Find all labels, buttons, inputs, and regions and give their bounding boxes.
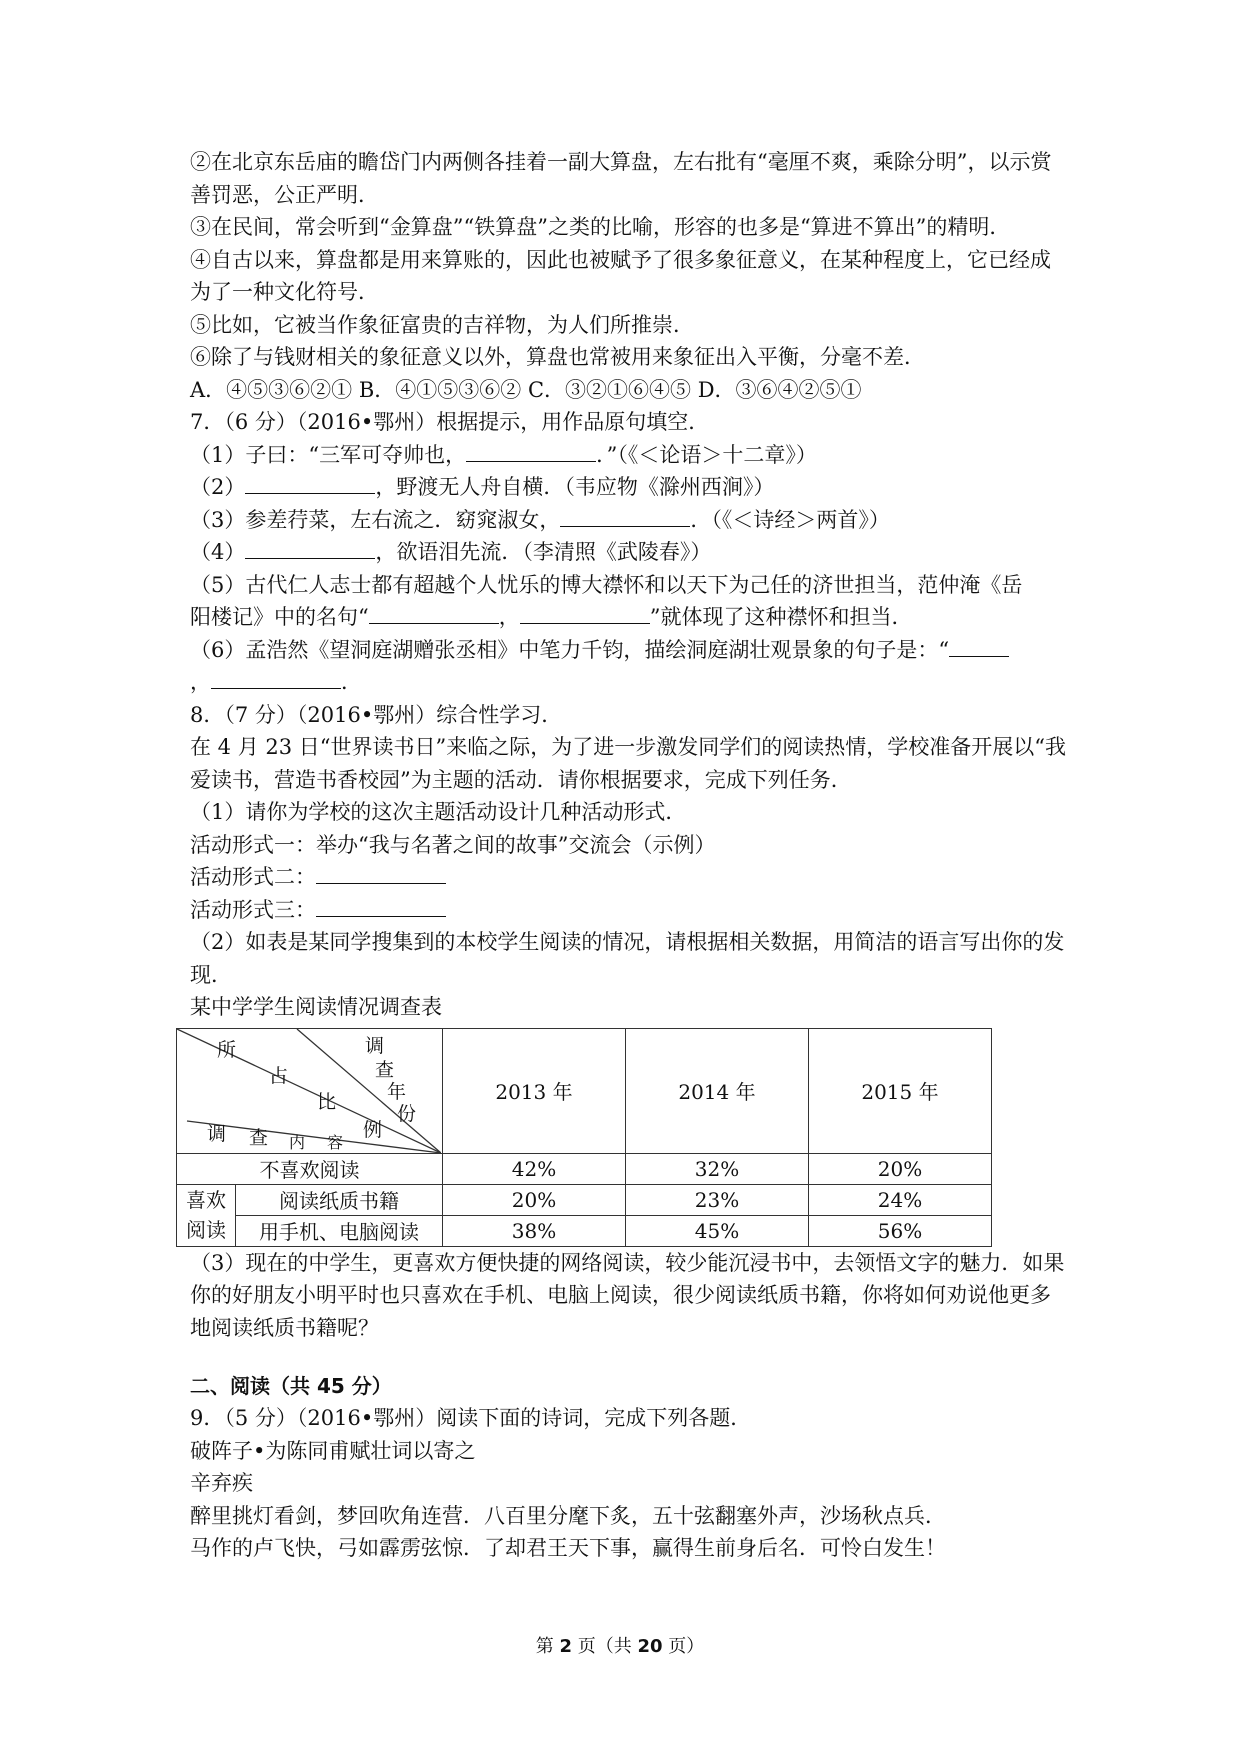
year-header: 2014 年: [626, 1028, 809, 1153]
diag-label: 内: [289, 1132, 306, 1152]
q7-item-5a: （5）古代仁人志士都有超越个人忧乐的博大襟怀和以天下为己任的济世担当，范仲淹《岳: [190, 572, 1023, 597]
q7-item-1: [190, 439, 1070, 472]
q7-item-1-suffix: ．”（《＜论语＞十二章》）: [596, 442, 817, 467]
document-page: [186, 146, 1070, 1565]
poem-author: 辛弃疾: [190, 1471, 253, 1495]
survey-table: [176, 1028, 992, 1247]
diag-label: 查: [375, 1058, 395, 1081]
row-label: 阅读纸质书籍: [236, 1184, 443, 1215]
diag-label: 所: [217, 1038, 237, 1061]
q6-item-2: ②在北京东岳庙的瞻岱门内两侧各挂着一副大算盘，左右批有“毫厘不爽，乘除分明”，以示赏善罚恶，公正严明．: [190, 150, 1052, 207]
q8-part-3: （3）现在的中学生，更喜欢方便快捷的网络阅读，较少能沉浸书中，去领悟文字的魅力．如果你的好朋友小明平时也只喜欢在手机、电脑上阅读，很少阅读纸质书籍，你将如何劝说他更多地阅读纸质书籍呢？: [190, 1250, 1065, 1340]
q7-item-4: [190, 536, 1070, 569]
table-row: [177, 1184, 992, 1215]
table-cell: 32%: [626, 1153, 809, 1184]
q6-item-4: ④自古以来，算盘都是用来算账的，因此也被赋予了很多象征意义，在某种程度上，它已经成为了一种文化符号．: [190, 247, 1051, 304]
q6-options: A．④⑤③⑥②① B．④①⑤③⑥② C．③②①⑥④⑤ D．③⑥④②⑤①: [190, 377, 862, 402]
answer-blank[interactable]: [369, 601, 499, 624]
poem-line: 醉里挑灯看剑，梦回吹角连营．八百里分麾下炙，五十弦翻塞外声，沙场秋点兵．: [190, 1503, 946, 1528]
footer-text: 第: [535, 1636, 560, 1657]
year-header: 2015 年: [809, 1028, 992, 1153]
q8-form-1: 活动形式一：举办“我与名著之间的故事”交流会（示例）: [190, 832, 716, 857]
page-number: 2: [559, 1636, 572, 1657]
table-row: [177, 1215, 992, 1246]
q7-item-6a: [190, 634, 1070, 667]
table-cell: 56%: [809, 1215, 992, 1246]
diag-label: 比: [317, 1090, 337, 1113]
q8-heading: 8．（7 分）（2016•鄂州）综合性学习．: [190, 702, 563, 727]
q6-item-3: ③在民间，常会听到“金算盘”“铁算盘”之类的比喻，形容的也多是“算进不算出”的精明．: [190, 215, 1011, 239]
q7-item-6b: [190, 666, 1070, 699]
q7-item-3-suffix: ．（《＜诗经＞两首》）: [690, 507, 890, 532]
table-header-row: [177, 1028, 992, 1153]
answer-blank[interactable]: [520, 601, 650, 624]
table-cell: 45%: [626, 1215, 809, 1246]
year-header: 2013 年: [443, 1028, 626, 1153]
answer-blank[interactable]: [316, 861, 446, 884]
section-title: 二、阅读（共 45 分）: [190, 1374, 392, 1398]
diag-label: 年: [387, 1080, 407, 1103]
diag-label: 查: [249, 1126, 269, 1149]
poem-line: 马作的卢飞快，弓如霹雳弦惊．了却君王天下事，赢得生前身后名．可怜白发生！: [190, 1536, 946, 1560]
total-pages: 20: [637, 1636, 663, 1657]
q7-item-2-suffix: ，野渡无人舟自横．（韦应物《滁州西涧》）: [375, 475, 775, 499]
q7-item-6-comma: ，: [190, 670, 211, 694]
q6-item-6: ⑥除了与钱财相关的象征意义以外，算盘也常被用来象征出入平衡，分毫不差．: [190, 345, 925, 369]
table-cell: 20%: [443, 1184, 626, 1215]
diag-label: 占: [269, 1064, 289, 1087]
row-label: 不喜欢阅读: [177, 1153, 443, 1184]
q7-item-5-prefix: 阳楼记》中的名句“: [190, 605, 369, 629]
q7-item-5-suffix: ”就体现了这种襟怀和担当．: [649, 605, 913, 629]
q7-heading: 7．（6 分）（2016•鄂州）根据提示，用作品原句填空．: [190, 410, 710, 434]
q7-item-4-prefix: （4）: [190, 540, 246, 564]
table-row: [177, 1153, 992, 1184]
q7-item-1-prefix: （1）子曰：“三军可夺帅也，: [190, 442, 467, 467]
answer-blank[interactable]: [245, 536, 375, 559]
q7-item-2-prefix: （2）: [190, 475, 246, 499]
q7-item-3: [190, 504, 1070, 537]
table-cell: 20%: [809, 1153, 992, 1184]
q7-item-2: [190, 471, 1070, 504]
q8-form-2: [190, 861, 1070, 894]
answer-blank[interactable]: [466, 439, 596, 462]
q7-item-6-suffix: ．: [341, 670, 362, 694]
table-cell: 38%: [443, 1215, 626, 1246]
q8-part-1: （1）请你为学校的这次主题活动设计几种活动形式．: [190, 800, 687, 824]
footer-text: 页）: [662, 1636, 705, 1657]
q9-heading: 9．（5 分）（2016•鄂州）阅读下面的诗词，完成下列各题．: [190, 1406, 752, 1430]
q6-item-5: ⑤比如，它被当作象征富贵的吉祥物，为人们所推崇．: [190, 312, 694, 337]
answer-blank[interactable]: [949, 634, 1009, 657]
q8-form-3-label: 活动形式三：: [190, 897, 316, 922]
group-label-line: 喜欢: [186, 1188, 226, 1212]
diag-label: 容: [327, 1132, 344, 1152]
row-label: 用手机、电脑阅读: [236, 1215, 443, 1246]
group-label-line: 阅读: [186, 1218, 226, 1242]
group-label: [177, 1184, 236, 1246]
table-title: 某中学学生阅读情况调查表: [190, 995, 442, 1019]
diag-label: 调: [365, 1034, 385, 1057]
q8-form-3: [190, 894, 1070, 927]
answer-blank[interactable]: [316, 894, 446, 917]
answer-blank[interactable]: [245, 471, 375, 494]
poem-title: 破阵子•为陈同甫赋壮词以寄之: [190, 1438, 476, 1463]
q8-intro: 在 4 月 23 日“世界读书日”来临之际，为了进一步激发同学们的阅读热情，学校准备开展以“我爱读书，营造书香校园”为主题的活动．请你根据要求，完成下列任务．: [190, 735, 1066, 792]
diag-label: 调: [207, 1122, 227, 1145]
footer-text: 页（共: [572, 1636, 638, 1657]
answer-blank[interactable]: [211, 666, 341, 689]
table-cell: 42%: [443, 1153, 626, 1184]
q7-item-3-prefix: （3）参差荇菜，左右流之．窈窕淑女，: [190, 507, 561, 532]
diagonal-header-cell: [177, 1028, 443, 1153]
q8-form-2-label: 活动形式二：: [190, 865, 316, 889]
diag-label: 例: [363, 1118, 383, 1141]
page-footer: [0, 1632, 1240, 1658]
q7-item-5b: [190, 601, 1070, 634]
q7-item-4-suffix: ，欲语泪先流．（李清照《武陵春》）: [375, 540, 712, 564]
q7-item-6-prefix: （6）孟浩然《望洞庭湖赠张丞相》中笔力千钧，描绘洞庭湖壮观景象的句子是：“: [190, 637, 950, 662]
table-cell: 23%: [626, 1184, 809, 1215]
q7-item-5-comma: ，: [498, 605, 520, 629]
table-cell: 24%: [809, 1184, 992, 1215]
q8-part-2: （2）如表是某同学搜集到的本校学生阅读的情况，请根据相关数据，用简洁的语言写出你的发现．: [190, 930, 1065, 987]
answer-blank[interactable]: [560, 504, 690, 527]
diag-label: 份: [397, 1102, 417, 1125]
